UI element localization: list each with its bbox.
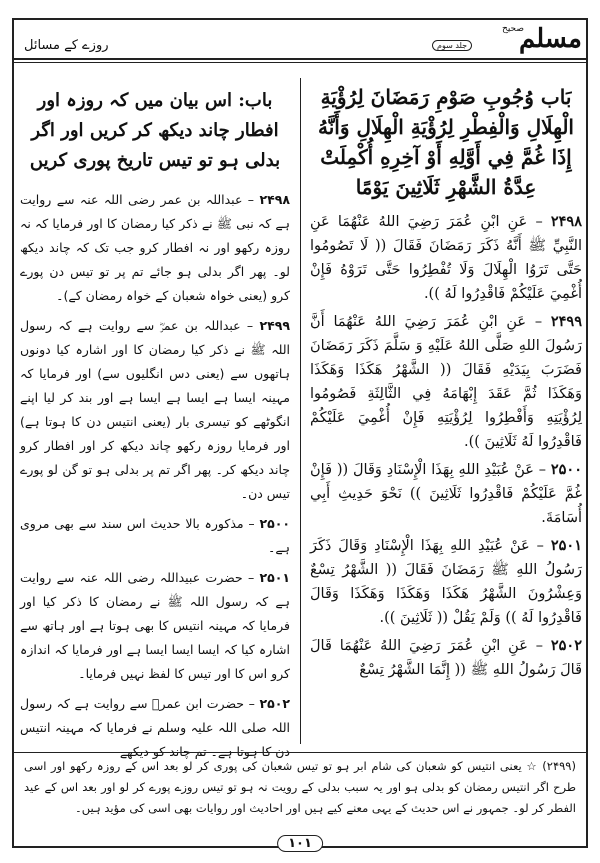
urdu-hadith: ۲۵۰۰ – مذکورہ بالا حدیث اس سند سے بھی مروی ہے۔ [20,516,290,555]
hadith-text: حضرت ابن عمرؓ سے روایت ہے کہ رسول اللہ صلی اللہ علیہ وسلم نے فرمایا کہ مہینہ انتیس دن کا ہوتا ہے۔ تم چاند کو دیکھے [20,696,290,759]
arabic-chapter-heading: بَاب وُجُوبِ صَوْمِ رَمَضَانَ لِرُؤْيَةِ الْهِلَالِ وَالْفِطْرِ لِرُؤْيَةِ الْهِلَالِ وَأَنَّهُ إِذَا غُمَّ فِي أَوَّلِهِ أَوْ آخِرِهِ أُكْمِلَتْ عِدَّةُ الشَّهْرِ ثَلَاثِينَ يَوْمًا [318,85,574,199]
volume-badge: جلد سوم [432,40,472,51]
hadith-text: عَنْ عُبَيْدِ اللهِ بِهَذَا الْإِسْنَادِ وَقَالَ (( فَإِنْ غُمَّ عَلَيْكُمْ فَاقْدِرُوا ثَلَاثِينَ )) نَحْوَ حَدِيثِ أَبِي أُسَامَةَ. [310,462,582,526]
hadith-number: ۲۵۰۰ [550,461,583,478]
hadith-number: ۲۵۰۲ [550,637,582,654]
hadith-number: ۲۵۰۰ [259,516,290,531]
arabic-hadith: ۲۴۹۹ – عَنِ ابْنِ عُمَرَ رَضِيَ اللهُ عَنْهُمَا أَنَّ رَسُولَ اللهِ صَلَّى اللهُ عَلَيْهِ وَ سَلَّمَ ذَكَرَ رَمَضَانَ فَضَرَبَ بِيَدَيْهِ فَقَالَ (( الشَّهْرُ هَكَذَا وَهَكَذَا وَهَكَذَا ثُمَّ عَقَدَ إِبْهَامَهُ فِي الثَّالِثَةِ فَصُومُوا لِرُؤْيَتِهِ وَأَفْطِرُوا لِرُؤْيَتِهِ فَإِنْ أُغْمِيَ عَلَيْكُمْ فَاقْدِرُوا لَهُ ثَلَاثِينَ )). [310,313,583,450]
column-divider [300,78,301,744]
arabic-column [310,78,582,744]
urdu-hadith: ۲۴۹۸ – عبداللہ بن عمر رضی اللہ عنہ سے روایت ہے کہ نبی ﷺ نے ذکر کیا رمضان کا اور فرمایا کہ نہ روزہ رکھو اور نہ افطار کرو جب تک کہ چاند دیکھ لو۔ پھر اگر بدلی ہو جائے تم پر تو تیس دن پورے کرو (یعنی خواہ شعبان کے خواہ رمضان کے)۔ [20,192,290,303]
footnote: (۲۴۹۹) ☆ یعنی انتیس کو شعبان کی شام ابر ہو تو تیس شعبان کی پوری کر لو بعد اس کے روزہ رکھو اور اسی طرح اگر انتیس رمضان کو بدلی ہو اور یہ سبب بدلی کے رویت نہ ہو تو تیس روزے پورے کر لو اور بعد اس کے عید الفطر کر لو۔ جمہور نے اس حدیث کے یہی معنے کیے ہیں اور احادیث اور روایات بھی اسی کی مؤید ہیں۔ [24,759,576,815]
hadith-text: عَنِ ابْنِ عُمَرَ رَضِيَ اللهُ عَنْهُمَا قَالَ قَالَ رَسُولُ اللهِ ﷺ (( إِنَّمَا الشَّهْرُ تِسْعٌ [310,638,582,678]
running-title: روزے کے مسائل [24,38,109,53]
hadith-text: عَنْ عُبَيْدِ اللهِ بِهَذَا الْإِسْنَادِ وَقَالَ ذَكَرَ رَسُولُ اللهِ ﷺ رَمَضَانَ فَقَالَ (( الشَّهْرُ تِسْعٌ وَعِشْرُونَ الشَّهْرُ هَكَذَا وَهَكَذَا وَهَكَذَا وَقَالَ فَاقْدِرُوا لَهُ )) وَلَمْ يَقُلْ (( ثَلَاثِينَ )). [310,538,582,626]
page-number: ۱۰۱ [277,835,323,852]
logo-small-text: صحیح [502,24,524,34]
footnote-rule [14,752,586,753]
hadith-number: ۲۵۰۱ [550,537,582,554]
hadith-text: عبداللہ بن عمر رضی اللہ عنہ سے روایت ہے کہ نبی ﷺ نے ذکر کیا رمضان کا اور فرمایا کہ نہ روزہ رکھو اور نہ افطار کرو جب تک کہ چاند دیکھ لو۔ پھر اگر بدلی ہو جائے تم پر تو تیس دن پورے کرو (یعنی خواہ شعبان کے خواہ رمضان کے)۔ [20,192,290,303]
hadith-number: ۲۵۰۲ [259,696,291,711]
urdu-column [20,78,291,759]
hadith-number: ۲۴۹۸ [550,213,583,230]
header-rule [14,58,586,60]
arabic-hadith: ۲۵۰۰ – عَنْ عُبَيْدِ اللهِ بِهَذَا الْإِسْنَادِ وَقَالَ (( فَإِنْ غُمَّ عَلَيْكُمْ فَاقْدِرُوا ثَلَاثِينَ )) نَحْوَ حَدِيثِ أَبِي أُسَامَةَ. [310,461,583,526]
hadith-number: ۲۴۹۸ [259,192,290,207]
urdu-hadith: ۲۵۰۲ – حضرت ابن عمرؓ سے روایت ہے کہ رسول اللہ صلی اللہ علیہ وسلم نے فرمایا کہ مہینہ انتیس دن کا ہوتا ہے۔ تم چاند کو دیکھے [20,696,291,759]
hadith-text: عَنِ ابْنِ عُمَرَ رَضِيَ اللهُ عَنْهُمَا أَنَّ رَسُولَ اللهِ صَلَّى اللهُ عَلَيْهِ وَ سَلَّمَ ذَكَرَ رَمَضَانَ فَضَرَبَ بِيَدَيْهِ فَقَالَ (( الشَّهْرُ هَكَذَا وَهَكَذَا وَهَكَذَا ثُمَّ عَقَدَ إِبْهَامَهُ فِي الثَّالِثَةِ فَصُومُوا لِرُؤْيَتِهِ وَأَفْطِرُوا لِرُؤْيَتِهِ فَإِنْ أُغْمِيَ عَلَيْكُمْ فَاقْدِرُوا لَهُ ثَلَاثِينَ )). [310,314,582,450]
urdu-hadith: ۲۵۰۱ – حضرت عبیداللہ رضی اللہ عنہ سے روایت ہے کہ رسول اللہ ﷺ نے رمضان کا ذکر کیا اور فرمایا کہ مہینہ انتیس کا بھی ہوتا ہے اور ہاتھ سے اشارہ کیا کہ ایسا ایسا ایسا ہے اور فرمایا کہ اندازہ کرو اس کا اور تیس کا لفظ نہیں فرمایا۔ [20,570,291,681]
header-rule-thin [14,62,586,63]
hadith-number: ۲۴۹۹ [259,318,290,333]
hadith-text: حضرت عبیداللہ رضی اللہ عنہ سے روایت ہے کہ رسول اللہ ﷺ نے رمضان کا ذکر کیا اور فرمایا کہ مہینہ انتیس کا بھی ہوتا ہے اور ہاتھ سے اشارہ کیا کہ ایسا ایسا ایسا ہے اور فرمایا کہ اندازہ کرو اس کا اور تیس کا لفظ نہیں فرمایا۔ [20,570,290,681]
hadith-text: عَنِ ابْنِ عُمَرَ رَضِيَ اللهُ عَنْهُمَا عَنِ النَّبِيِّ ﷺ أَنَّهُ ذَكَرَ رَمَضَانَ فَقَالَ (( لَا تَصُومُوا حَتَّى تَرَوُا الْهِلَالَ وَلَا تُفْطِرُوا حَتَّى تَرَوْهُ فَإِنْ أُغْمِيَ عَلَيْكُمْ فَاقْدِرُوا لَهُ )). [310,214,582,302]
logo-main-text: مسلم [518,24,582,54]
urdu-hadith: ۲۴۹۹ – عبداللہ بن عمرؓ سے روایت ہے کہ رسول اللہ ﷺ نے ذکر کیا رمضان کا اور اشارہ کیا دونوں ہاتھوں سے (یعنی دس انگلیوں سے) اور فرمایا کہ مہینہ ایسا ہے ایسا ہے ایسا ہے اور بند کر لیا اپنے انگوٹھے کو تیسری بار (یعنی انتیس دن کا ہوتا ہے) اور فرمایا روزہ رکھو چاند دیکھ کر اور افطار کرو چاند دیکھ کر۔ پھر اگر تم پر بدلی ہو تو گن لو پورے تیس دن۔ [20,318,290,501]
hadith-text: مذکورہ بالا حدیث اس سند سے بھی مروی ہے۔ [20,516,290,555]
arabic-hadith: ۲۵۰۲ – عَنِ ابْنِ عُمَرَ رَضِيَ اللهُ عَنْهُمَا قَالَ قَالَ رَسُولُ اللهِ ﷺ (( إِنَّمَا الشَّهْرُ تِسْعٌ [310,637,582,678]
urdu-chapter-heading: باب: اس بیان میں کہ روزہ اور افطار چاند دیکھ کر کریں اور اگر بدلی ہو تو تیس تاریخ پوری کریں [29,90,281,171]
arabic-hadith: ۲۴۹۸ – عَنِ ابْنِ عُمَرَ رَضِيَ اللهُ عَنْهُمَا عَنِ النَّبِيِّ ﷺ أَنَّهُ ذَكَرَ رَمَضَانَ فَقَالَ (( لَا تَصُومُوا حَتَّى تَرَوُا الْهِلَالَ وَلَا تُفْطِرُوا حَتَّى تَرَوْهُ فَإِنْ أُغْمِيَ عَلَيْكُمْ فَاقْدِرُوا لَهُ )). [310,213,583,302]
hadith-text: عبداللہ بن عمرؓ سے روایت ہے کہ رسول اللہ ﷺ نے ذکر کیا رمضان کا اور اشارہ کیا دونوں ہاتھوں سے (یعنی دس انگلیوں سے) اور فرمایا کہ مہینہ ایسا ہے ایسا ہے ایسا ہے اور بند کر لیا اپنے انگوٹھے کو تیسری بار (یعنی انتیس دن کا ہوتا ہے) اور فرمایا روزہ رکھو چاند دیکھ کر اور افطار کرو چاند دیکھ کر۔ پھر اگر تم پر بدلی ہو تو گن لو پورے تیس دن۔ [20,318,290,501]
hadith-number: ۲۵۰۱ [259,570,291,585]
book-logo [432,24,582,58]
arabic-hadith: ۲۵۰۱ – عَنْ عُبَيْدِ اللهِ بِهَذَا الْإِسْنَادِ وَقَالَ ذَكَرَ رَسُولُ اللهِ ﷺ رَمَضَانَ فَقَالَ (( الشَّهْرُ تِسْعٌ وَعِشْرُونَ الشَّهْرُ هَكَذَا وَهَكَذَا وَهَكَذَا وَقَالَ فَاقْدِرُوا لَهُ )) وَلَمْ يَقُلْ (( ثَلَاثِينَ )). [310,537,582,626]
hadith-number: ۲۴۹۹ [550,313,583,330]
